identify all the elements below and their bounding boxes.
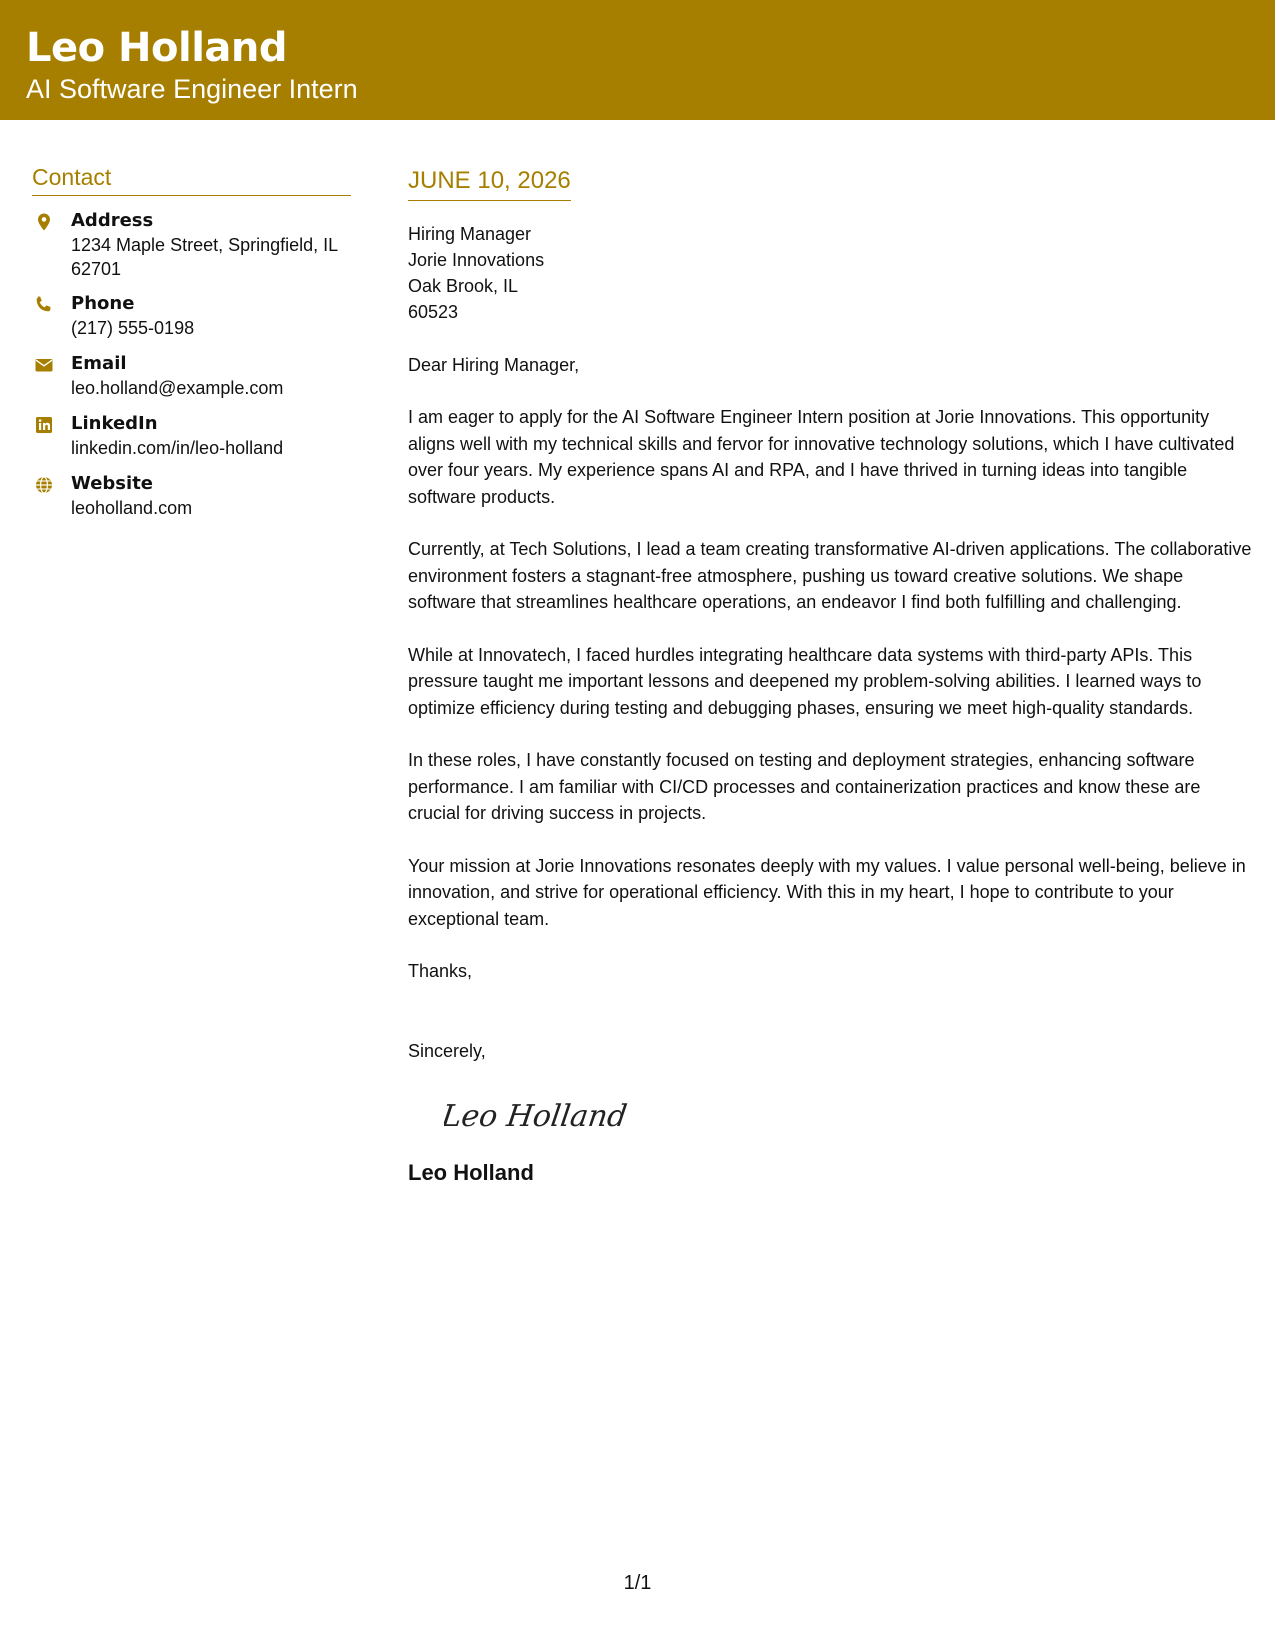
contact-value: 62701 [71, 259, 122, 279]
contact-linkedin [32, 412, 352, 460]
letter-paragraphs [408, 404, 1253, 932]
phone-icon [34, 295, 54, 315]
map-pin-icon [34, 212, 54, 232]
signature-text: Leo Holland [444, 1099, 630, 1134]
envelope-icon [34, 355, 54, 375]
letter-paragraph: I am eager to apply for the AI Software Engineer Intern position at Jorie Innovations. This opportunity aligns well with my technical skills and fervor for innovative technology solutions, which I have cultivated over four years. My experience spans AI and RPA, and I have thrived in turning ideas into tangible software products. [408, 407, 1235, 507]
recipient-line: Oak Brook, IL [408, 276, 519, 296]
contact-section-title: Contact [32, 162, 351, 196]
letter-date: JUNE 10, 2026 [408, 165, 571, 201]
header-banner [0, 0, 1275, 120]
letter-paragraph: While at Innovatech, I faced hurdles integrating healthcare data systems with third-party APIs. This pressure taught me important lessons and deepened my problem-solving abilities. I learned ways to optimize efficiency during testing and debugging phases, ensuring we meet high-quality standards. [408, 644, 1202, 718]
closing-sincerely: Sincerely, [408, 1041, 486, 1061]
recipient-line: 60523 [408, 302, 459, 322]
signer-name: Leo Holland [408, 1160, 534, 1185]
contact-value: (217) 555-0198 [71, 318, 195, 338]
candidate-name: Leo Holland [26, 25, 288, 71]
letter-body [408, 165, 1253, 1187]
salutation: Dear Hiring Manager, [408, 355, 580, 375]
globe-icon [34, 475, 54, 495]
contact-value: 1234 Maple Street, Springfield, IL [71, 235, 339, 255]
contact-label: Email [71, 353, 127, 374]
letter-paragraph: In these roles, I have constantly focused on testing and deployment strategies, enhancing software performance. I am familiar with CI/CD processes and containerization practices and know these are crucial for driving success in projects. [408, 750, 1201, 823]
contact-sidebar [32, 162, 352, 520]
recipient-line: Hiring Manager [408, 224, 532, 244]
contact-label: Phone [71, 293, 135, 314]
contact-value: leo.holland@example.com [71, 378, 284, 398]
candidate-role: AI Software Engineer Intern [26, 74, 358, 104]
contact-label: LinkedIn [71, 413, 158, 434]
letter-paragraph: Currently, at Tech Solutions, I lead a team creating transformative AI-driven applications. The collaborative environment fosters a stagnant-free atmosphere, pushing us toward creative solutions. We shape software that streamlines healthcare operations, an endeavor I find both fulfilling and challenging. [408, 539, 1252, 612]
contact-value: linkedin.com/in/leo-holland [71, 438, 284, 458]
contact-website [32, 472, 352, 520]
letter-paragraph: Your mission at Jorie Innovations resonates deeply with my values. I value personal well-being, believe in innovation, and strive for operational efficiency. With this in my heart, I hope to contribute to your exceptional team. [408, 855, 1246, 929]
contact-email [32, 352, 352, 400]
contact-phone [32, 292, 352, 340]
linkedin-icon [34, 415, 54, 435]
page-number: 1/1 [623, 1572, 652, 1594]
contact-address [32, 209, 352, 281]
handwritten-signature [444, 1086, 644, 1142]
contact-value: leoholland.com [71, 498, 193, 518]
recipient-line: Jorie Innovations [408, 250, 545, 270]
recipient-block [408, 221, 1253, 325]
contact-label: Website [71, 473, 154, 494]
closing-thanks: Thanks, [408, 961, 473, 981]
contact-label: Address [71, 210, 154, 231]
